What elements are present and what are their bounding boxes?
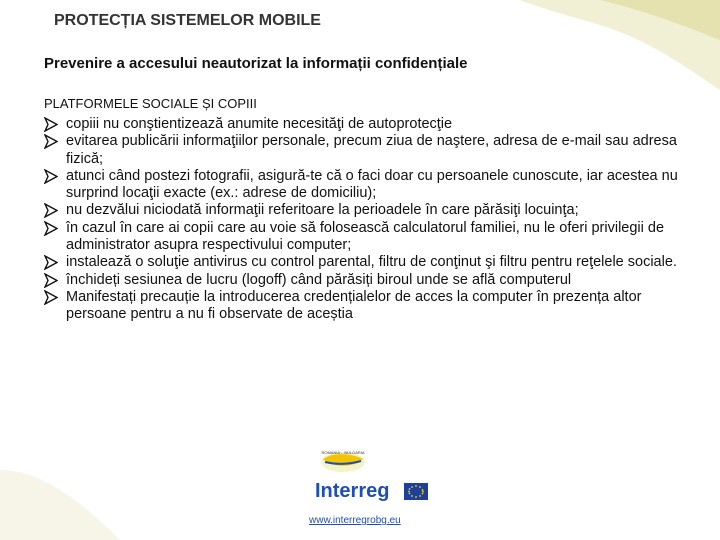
list-item-text: evitarea publicării informaţiilor personale, precum ziua de naştere, adresa de e-mail sau adresa fizică; (66, 133, 677, 167)
interreg-logo (303, 447, 431, 511)
subtitle: Prevenire a accesului neautorizat la informații confidențiale (44, 55, 468, 72)
arrow-bullet-icon (44, 169, 58, 184)
bullet-list (44, 116, 684, 324)
arrow-bullet-icon (44, 290, 58, 305)
arrow-bullet-icon (44, 273, 58, 288)
arrow-bullet-icon (44, 221, 58, 236)
arrow-bullet-icon (44, 117, 58, 132)
list-item-text: Manifestați precauție la introducerea credențialelor de acces la computer în prezența altor persoane pentru a nu fi observate de aceștia (66, 288, 642, 323)
arrow-bullet-icon (44, 203, 58, 218)
list-item (44, 133, 684, 168)
list-item (44, 254, 684, 271)
list-item-text: atunci când postezi fotografii, asigură-te că o faci doar cu persoanele cunoscute, iar acestea nu surprind locaţii exacte (ex.: adrese de domiciliu); (66, 167, 678, 202)
website-link[interactable]: www.interregrobg.eu (309, 515, 401, 526)
list-item-text: închideți sesiunea de lucru (logoff) când părăsiți biroul unde se află computerul (66, 271, 572, 288)
list-item-text: instalează o soluţie antivirus cu control parental, filtru de conţinut şi filtru pentru reţelele sociale. (66, 254, 677, 271)
list-item (44, 289, 684, 324)
list-item (44, 220, 684, 255)
list-item-text: în cazul în care ai copii care au voie să folosească calculatorul familiei, nu le oferi privilegii de administrator asupra respectivului computer; (66, 219, 665, 254)
list-item (44, 202, 684, 219)
list-item (44, 272, 684, 289)
list-item-text: nu dezvălui niciodată informaţii referitoare la perioadele în care părăsiţi locuinţa; (66, 202, 579, 219)
arrow-bullet-icon (44, 134, 58, 149)
page-title: PROTECȚIA SISTEMELOR MOBILE (54, 12, 321, 29)
logo-brand-text: Interreg (315, 480, 390, 502)
list-item-text: copiii nu conştientizează anumite necesităţi de autoprotecţie (66, 116, 453, 132)
list-item (44, 116, 684, 133)
list-item (44, 168, 684, 203)
logo-tagline: ROMANIA – BULGARIA (321, 450, 365, 455)
section-label: PLATFORMELE SOCIALE ȘI COPIII (44, 96, 257, 111)
interreg-logo-graphic (303, 447, 431, 511)
arrow-bullet-icon (44, 255, 58, 270)
